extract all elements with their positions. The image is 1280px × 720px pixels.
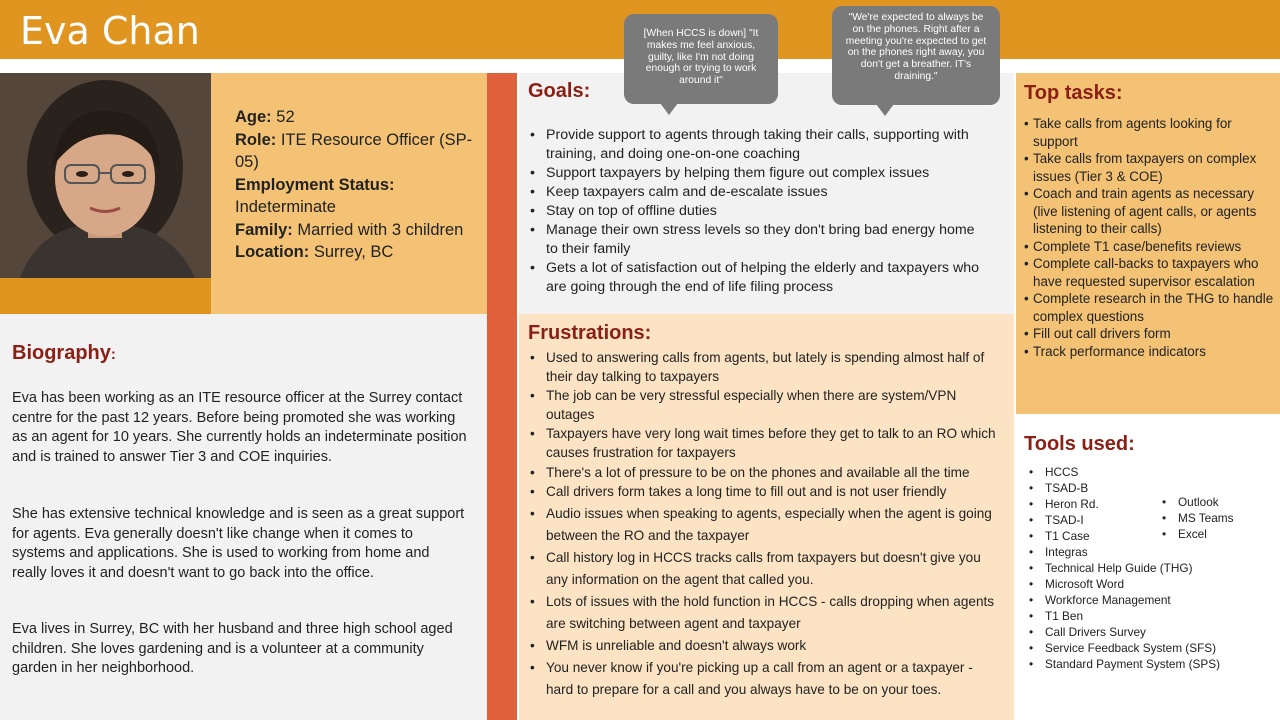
biography-heading <box>12 342 116 365</box>
frustrations-list <box>528 349 996 701</box>
goal-item: • Support taxpayers by helping them figure out complex issues <box>528 164 990 183</box>
goals-heading: Goals: <box>528 80 591 102</box>
quote-bubble-hccs <box>624 14 778 104</box>
task-item: • Track performance indicators <box>1024 343 1276 361</box>
biography-paragraph: She has extensive technical knowledge and is seen as a great support for agents. Eva generally doesn't like change when it comes to systems and applications. She is used to working from home and really loves it and doesn't want to go back into the office. <box>12 506 465 581</box>
quote-bubble-tail <box>876 104 894 116</box>
goals-list <box>528 126 990 297</box>
role-value: ITE Resource Officer (SP-05) <box>235 130 473 171</box>
quote-bubble-tail <box>660 103 678 115</box>
age-label: Age: <box>235 108 272 126</box>
goal-item: • Provide support to agents through taking their calls, supporting with training, and doing one-on-one coaching <box>528 126 990 164</box>
quote-text: [When HCCS is down] "It makes me feel anxious, guilty, like I'm not doing enough or trying to work around it" <box>643 28 759 87</box>
tool-item: • Heron Rd. <box>1027 496 1227 512</box>
tools-heading: Tools used: <box>1024 433 1135 455</box>
biography-heading-colon: : <box>110 346 116 363</box>
tool-item: • MS Teams <box>1160 510 1270 526</box>
top-tasks-list <box>1024 115 1276 360</box>
goal-item: • Manage their own stress levels so they don't bring bad energy home to their family <box>528 221 990 259</box>
location-line <box>235 241 480 264</box>
persona-photo <box>0 73 211 278</box>
tool-item: • Call Drivers Survey <box>1027 624 1227 640</box>
tool-item: • Integras <box>1027 544 1227 560</box>
quote-bubble-phones <box>832 6 1000 105</box>
role-label: Role: <box>235 130 277 149</box>
goal-item: • Keep taxpayers calm and de-escalate issues <box>528 183 990 202</box>
location-value: Surrey, BC <box>313 243 394 261</box>
task-item: • Complete call-backs to taxpayers who have requested supervisor escalation <box>1024 255 1276 290</box>
persona-details <box>235 106 480 264</box>
frustration-item: • Taxpayers have very long wait times before they get to talk to an RO which causes frustration for taxpayers <box>528 425 996 462</box>
tool-item: • TSAD-I <box>1027 512 1227 528</box>
tool-item: • TSAD-B <box>1027 480 1227 496</box>
location-label: Location: <box>235 243 310 261</box>
biography-heading-text: Biography <box>12 342 111 364</box>
tool-item: • T1 Ben <box>1027 608 1227 624</box>
persona-portrait-image <box>0 73 211 278</box>
employment-value: Indeterminate <box>235 198 336 216</box>
tool-item: • Microsoft Word <box>1027 576 1227 592</box>
goal-item: • Gets a lot of satisfaction out of helping the elderly and taxpayers who are going through the end of life filing process <box>528 259 990 297</box>
frustrations-heading: Frustrations: <box>528 322 652 344</box>
frustration-item: • Lots of issues with the hold function in HCCS - calls dropping when agents are switching between agent and taxpayer <box>528 591 996 635</box>
biography-paragraph: Eva lives in Surrey, BC with her husband and three high school aged children. She loves gardening and is a volunteer at a community garden in her neighborhood. <box>12 621 453 676</box>
tool-item: • T1 Case <box>1027 528 1227 544</box>
goal-item: • Stay on top of offline duties <box>528 202 990 221</box>
top-tasks-heading: Top tasks: <box>1024 82 1123 104</box>
tool-item: • Workforce Management <box>1027 592 1227 608</box>
task-item: • Complete research in the THG to handle complex questions <box>1024 290 1276 325</box>
employment-line <box>235 174 480 219</box>
family-value: Married with 3 children <box>297 220 464 239</box>
frustration-item: • Call drivers form takes a long time to fill out and is not user friendly <box>528 483 996 502</box>
frustration-item: • There's a lot of pressure to be on the phones and available all the time <box>528 464 996 483</box>
tool-item: • Excel <box>1160 526 1270 542</box>
frustration-item: • Audio issues when speaking to agents, especially when the agent is going between the RO and the taxpayer <box>528 503 996 547</box>
task-item: • Take calls from taxpayers on complex issues (Tier 3 & COE) <box>1024 150 1276 185</box>
task-item: • Take calls from agents looking for support <box>1024 115 1276 150</box>
task-item: • Coach and train agents as necessary (live listening of agent calls, or agents listening to their calls) <box>1024 185 1276 238</box>
tools-list-secondary <box>1160 494 1270 542</box>
frustration-item: • Call history log in HCCS tracks calls from taxpayers but doesn't give you any information on the agent that called you. <box>528 547 996 591</box>
biography-paragraph: Eva has been working as an ITE resource officer at the Surrey contact centre for the past 12 years. Before being promoted she was working as an agent for 10 years. She currently holds an indeterminate position and is trained to answer Tier 3 and COE inquiries. <box>12 390 467 465</box>
tool-item: • Service Feedback System (SFS) <box>1027 640 1227 656</box>
frustration-item: • You never know if you're picking up a call from an agent or a taxpayer - hard to prepare for a call and you always have to be on your toes. <box>528 657 996 701</box>
task-item: • Fill out call drivers form <box>1024 325 1276 343</box>
employment-label: Employment Status: <box>235 175 395 194</box>
family-label: Family: <box>235 220 293 239</box>
persona-name: Eva Chan <box>20 9 200 53</box>
age-line <box>235 106 480 129</box>
task-item: • Complete T1 case/benefits reviews <box>1024 238 1276 256</box>
tool-item: • HCCS <box>1027 464 1227 480</box>
quote-text: "We're expected to always be on the phones. Right after a meeting you're expected to get on the phones right away, you don't get a breather. IT's draining." <box>845 12 987 82</box>
frustration-item: • WFM is unreliable and doesn't always work <box>528 635 996 657</box>
tool-item: • Technical Help Guide (THG) <box>1027 560 1227 576</box>
family-line <box>235 219 480 242</box>
age-value: 52 <box>276 108 295 126</box>
frustration-item: • Used to answering calls from agents, but lately is spending almost half of their day talking to taxpayers <box>528 349 996 386</box>
frustration-item: • The job can be very stressful especially when there are system/VPN outages <box>528 387 996 424</box>
tool-item: • Standard Payment System (SPS) <box>1027 656 1227 672</box>
tool-item: • Outlook <box>1160 494 1270 510</box>
role-line <box>235 129 480 174</box>
vertical-accent-bar <box>487 73 517 720</box>
